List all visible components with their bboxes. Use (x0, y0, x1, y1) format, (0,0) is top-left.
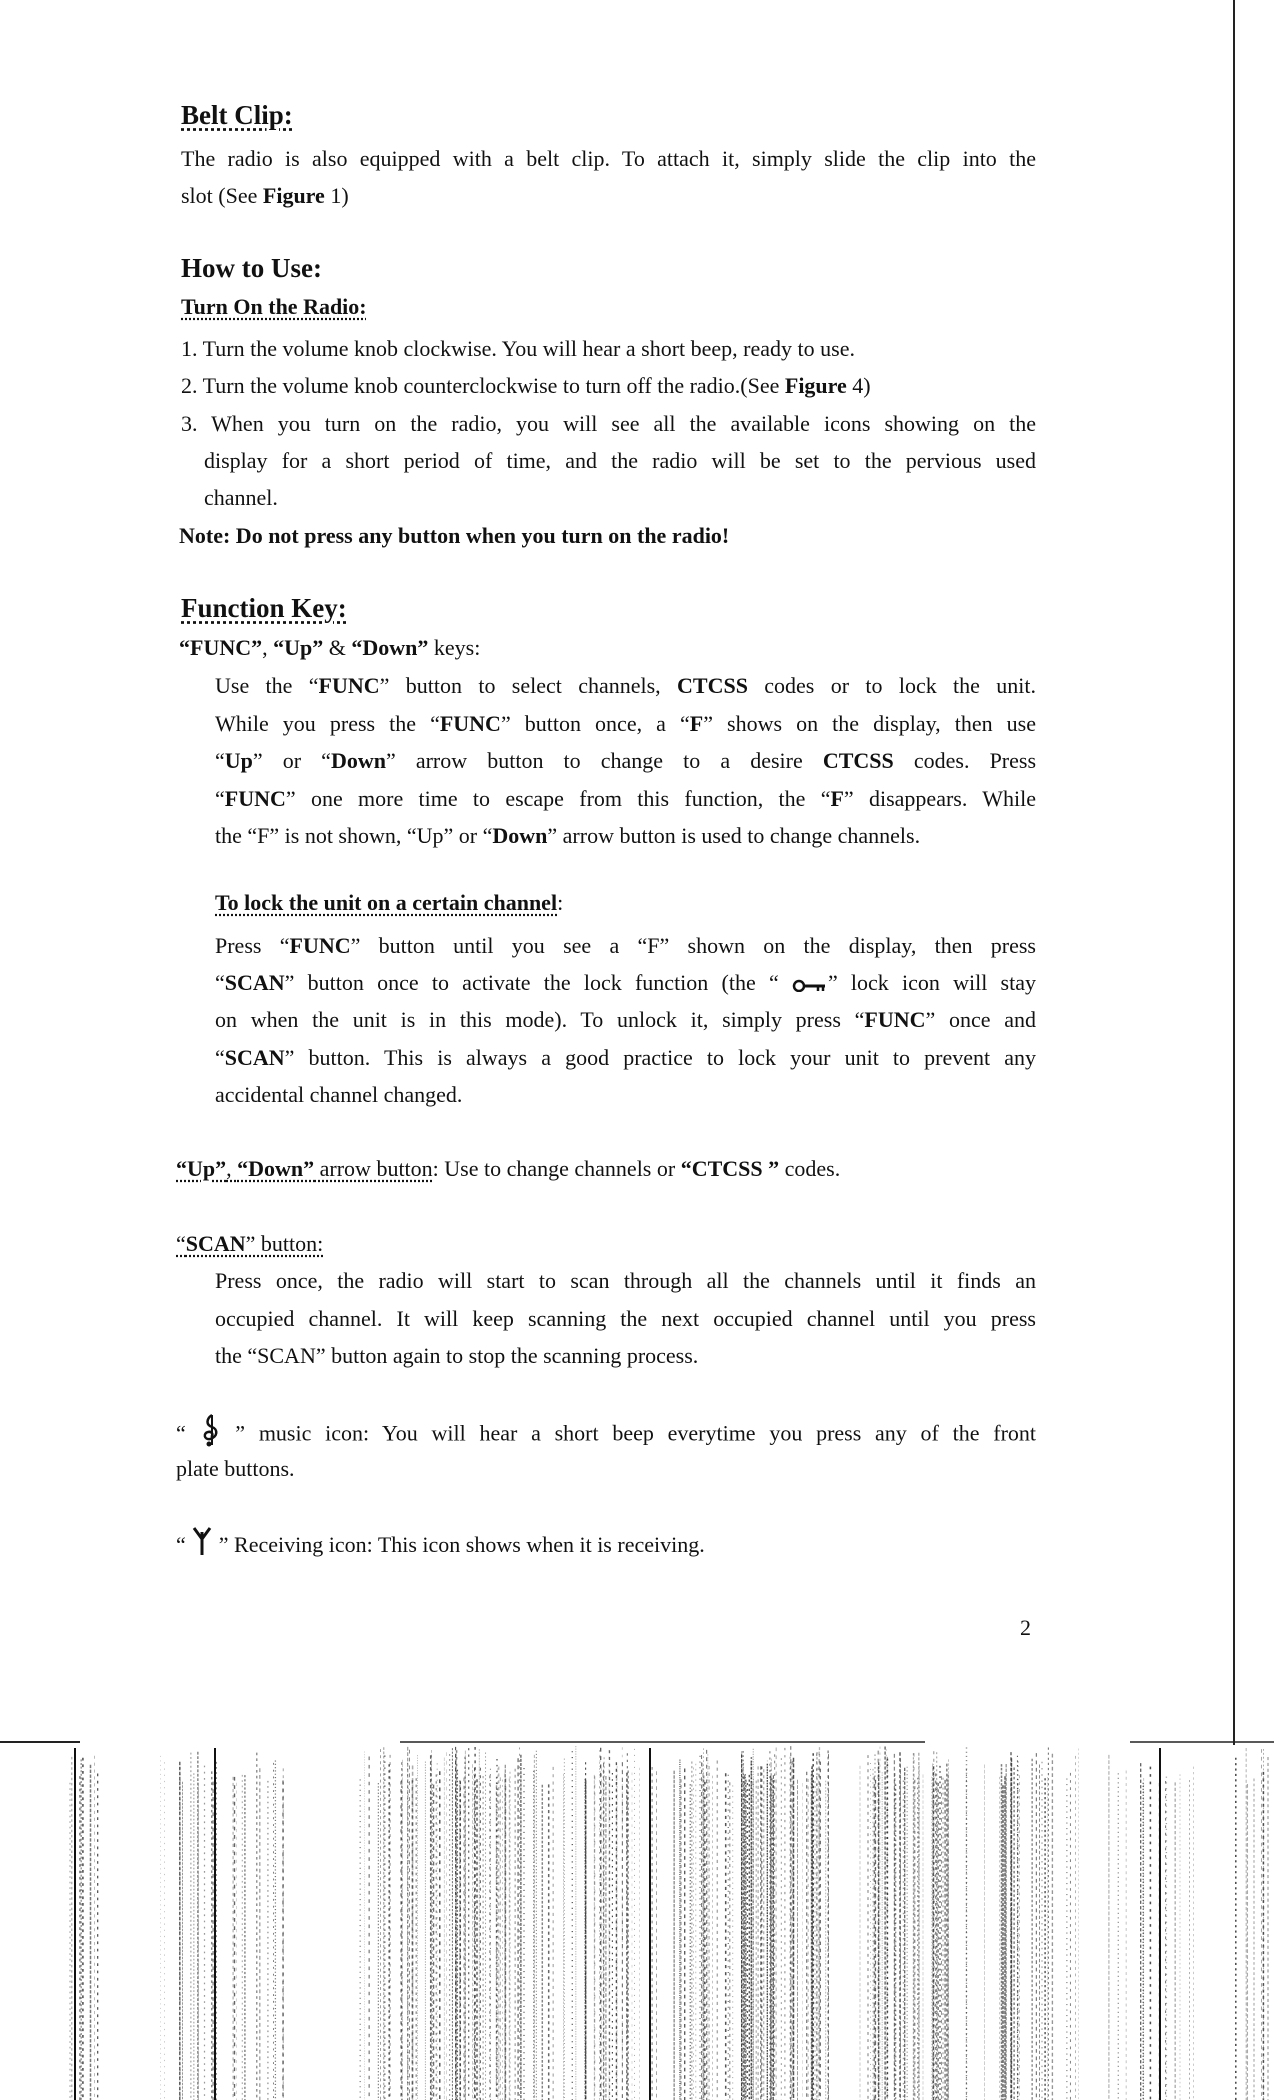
step-3-line-3: channel. (204, 485, 278, 510)
page-edge-rule (1233, 0, 1235, 1745)
note: Note: Do not press any button when you turn on the radio! (179, 523, 730, 548)
belt-clip-line-1: The radio is also equipped with a belt clip. To attach it, simply slide the clip into the (181, 146, 1036, 171)
lock-line-3: on when the unit is in this mode). To unlock it, simply press “FUNC” once and (215, 1007, 1037, 1032)
receiving-line: “ ” Receiving icon: This icon shows when it is receiving. (176, 1526, 705, 1567)
lock-line-5: accidental channel changed. (215, 1082, 463, 1107)
scan-line-2: occupied channel. It will keep scanning the next occupied channel until you press (215, 1306, 1036, 1331)
key-lock-icon (792, 966, 828, 1003)
step-3-line-1: 3. When you turn on the radio, you will see all the available icons showing on the (181, 411, 1036, 436)
scan-button-label: “SCAN” button: (176, 1231, 324, 1256)
func-para-line-4: “FUNC” one more time to escape from this function, the “F” disappears. While (215, 786, 1036, 811)
page-number: 2 (1020, 1615, 1031, 1640)
lock-line-4: “SCAN” button. This is always a good practice to lock your unit to prevent any (215, 1045, 1036, 1070)
lock-line-1: Press “FUNC” button until you see a “F” shown on the display, then press (215, 933, 1036, 958)
antenna-icon (191, 1526, 213, 1567)
step-1: 1. Turn the volume knob clockwise. You will hear a short beep, ready to use. (181, 336, 855, 361)
func-para-line-1: Use the “FUNC” button to select channels, CTCSS codes or to lock the unit. (215, 673, 1036, 698)
music-line-1: “ ” music icon: You will hear a short beep everytime you press any of the front (176, 1413, 1036, 1458)
lock-subheading: To lock the unit on a certain channel: (215, 890, 564, 915)
how-to-use-heading: How to Use: (181, 253, 322, 283)
function-key-heading: Function Key: (181, 593, 347, 623)
scan-line-1: Press once, the radio will start to scan through all the channels until it finds an (215, 1268, 1036, 1293)
step-3-line-2: display for a short period of time, and the radio will be set to the pervious used (204, 448, 1036, 473)
scan-noise-band (0, 1738, 1274, 2100)
updown-line: “Up”, “Down” arrow button: Use to change channels or “CTCSS ” codes. (176, 1156, 841, 1181)
lock-line-2: “SCAN” button once to activate the lock function (the “ ” lock icon will stay (215, 964, 1036, 1003)
belt-clip-heading: Belt Clip: (181, 100, 293, 130)
function-keys-line: “FUNC”, “Up” & “Down” keys: (179, 635, 481, 660)
step-2: 2. Turn the volume knob counterclockwise to turn off the radio.(See Figure 4) (181, 373, 871, 398)
func-para-line-3: “Up” or “Down” arrow button to change to a desire CTCSS codes. Press (215, 748, 1037, 773)
func-para-line-2: While you press the “FUNC” button once, a “F” shows on the display, then use (215, 711, 1036, 736)
func-para-line-5: the “F” is not shown, “Up” or “Down” arrow button is used to change channels. (215, 823, 921, 848)
scan-line-3: the “SCAN” button again to stop the scanning process. (215, 1343, 699, 1368)
music-line-2: plate buttons. (176, 1456, 295, 1481)
turn-on-subheading: Turn On the Radio: (181, 294, 367, 319)
belt-clip-line-2: slot (See Figure 1) (181, 183, 349, 208)
